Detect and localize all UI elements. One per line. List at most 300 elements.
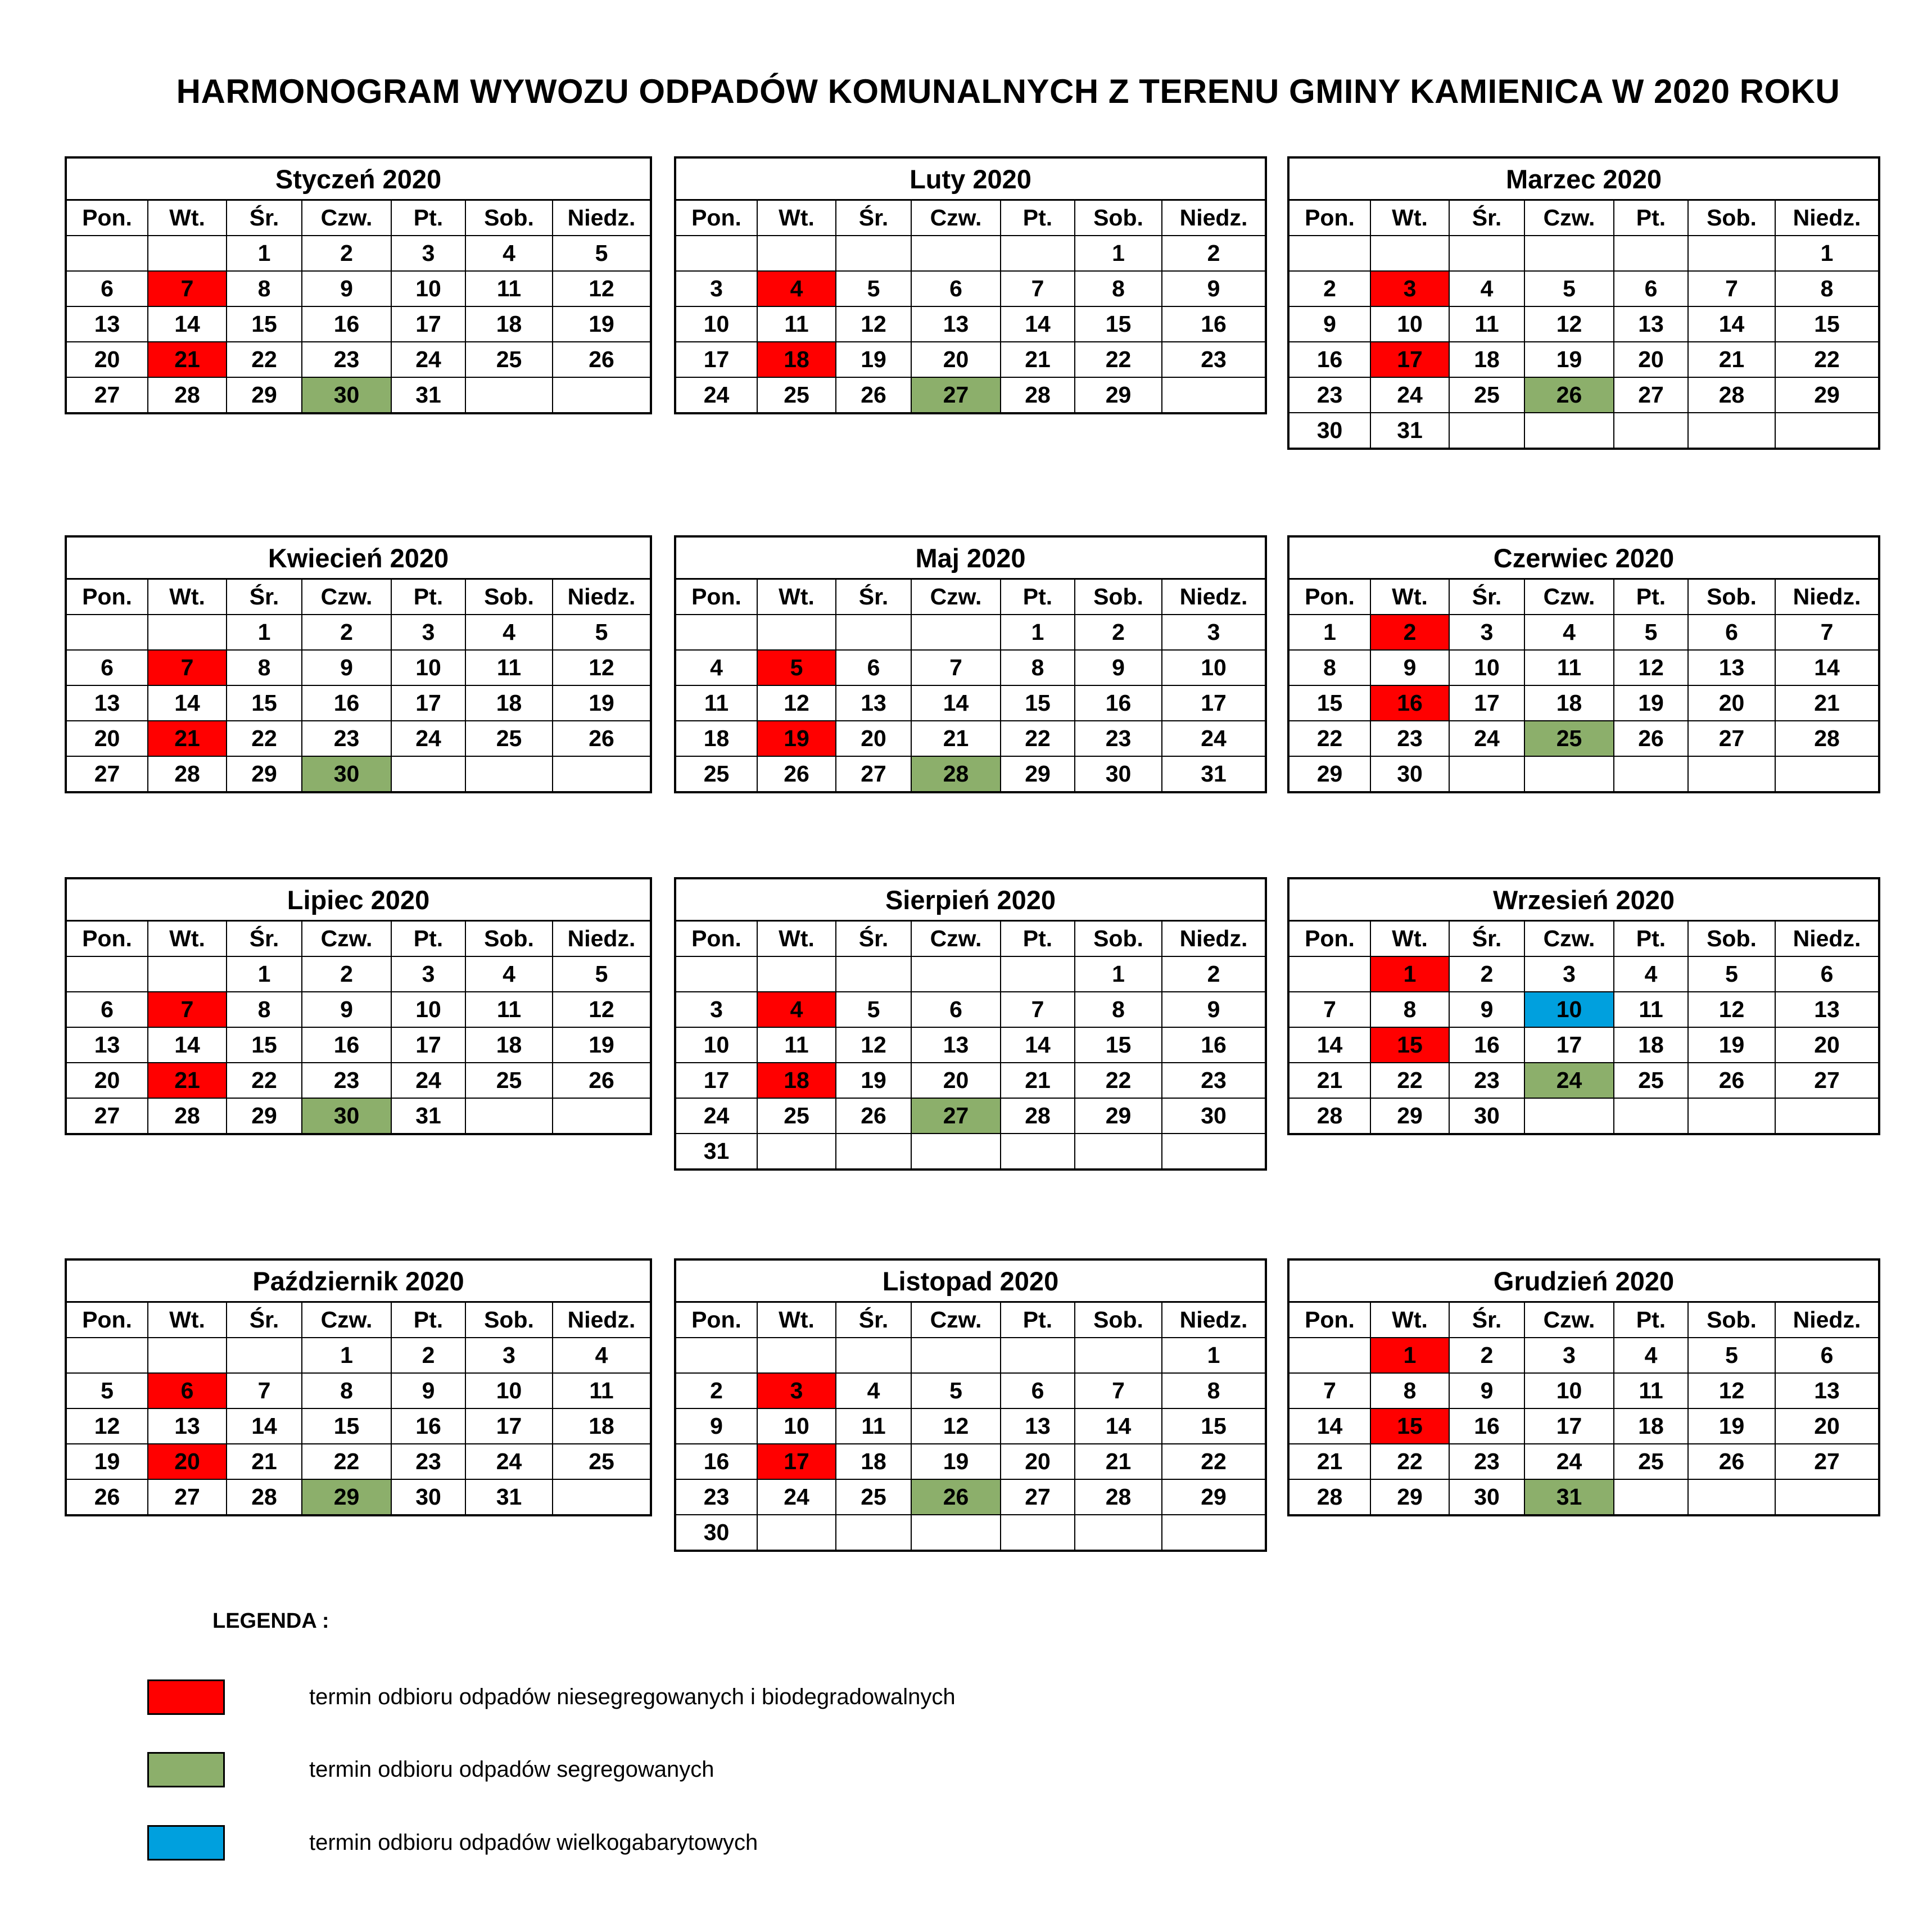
month-title: Listopad 2020	[675, 1259, 1266, 1302]
day-cell: 19	[1614, 685, 1688, 721]
day-cell	[465, 1098, 553, 1134]
weekday-header: Niedz.	[1162, 200, 1266, 236]
week-row	[1288, 1027, 1879, 1063]
day-cell: 3	[465, 1338, 553, 1373]
day-cell: 3	[1524, 956, 1614, 992]
day-cell: 16	[302, 1027, 391, 1063]
day-cell: 27	[66, 1098, 148, 1134]
week-row	[66, 1444, 651, 1479]
day-cell: 14	[1001, 1027, 1075, 1063]
day-cell: 10	[1449, 650, 1524, 685]
month-title: Lipiec 2020	[66, 878, 651, 921]
day-cell: 19	[757, 721, 836, 756]
month-title: Marzec 2020	[1288, 157, 1879, 200]
day-cell: 28	[911, 756, 1001, 792]
day-cell: 13	[1614, 306, 1688, 342]
day-cell: 14	[227, 1408, 302, 1444]
day-cell	[675, 1338, 757, 1373]
day-cell: 6	[148, 1373, 227, 1408]
day-cell: 28	[1288, 1098, 1370, 1134]
weekday-header: Śr.	[1449, 921, 1524, 957]
day-cell: 18	[675, 721, 757, 756]
week-row	[675, 342, 1266, 377]
day-cell	[911, 956, 1001, 992]
week-row	[66, 615, 651, 650]
day-cell: 24	[675, 1098, 757, 1134]
day-cell: 22	[1075, 1063, 1162, 1098]
weekday-header: Sob.	[465, 200, 553, 236]
week-row	[66, 756, 651, 792]
day-cell	[1688, 236, 1775, 271]
week-row	[675, 685, 1266, 721]
day-cell: 12	[757, 685, 836, 721]
day-cell: 23	[1370, 721, 1449, 756]
weekday-header: Sob.	[1075, 1302, 1162, 1338]
day-cell: 25	[1524, 721, 1614, 756]
week-row	[1288, 271, 1879, 306]
day-cell	[1288, 1338, 1370, 1373]
day-cell: 1	[1075, 236, 1162, 271]
day-cell: 1	[227, 236, 302, 271]
day-cell: 27	[148, 1479, 227, 1515]
day-cell: 11	[465, 271, 553, 306]
day-cell: 4	[675, 650, 757, 685]
day-cell: 5	[836, 992, 911, 1027]
day-cell: 1	[1162, 1338, 1266, 1373]
weekday-header: Śr.	[227, 921, 302, 957]
weekday-header: Pon.	[66, 1302, 148, 1338]
day-cell: 25	[675, 756, 757, 792]
day-cell: 1	[1370, 956, 1449, 992]
day-cell: 22	[1370, 1444, 1449, 1479]
day-cell: 12	[66, 1408, 148, 1444]
day-cell: 26	[836, 1098, 911, 1134]
day-cell: 11	[675, 685, 757, 721]
day-cell: 24	[391, 721, 465, 756]
day-cell	[757, 1134, 836, 1170]
week-row	[1288, 377, 1879, 413]
weekday-header: Śr.	[836, 200, 911, 236]
day-cell: 30	[302, 756, 391, 792]
weekday-header: Śr.	[227, 579, 302, 615]
day-cell: 12	[1524, 306, 1614, 342]
day-cell: 16	[391, 1408, 465, 1444]
day-cell: 17	[1524, 1408, 1614, 1444]
day-cell: 24	[465, 1444, 553, 1479]
day-cell: 18	[1614, 1408, 1688, 1444]
day-cell: 30	[391, 1479, 465, 1515]
month-calendar	[674, 535, 1267, 793]
day-cell	[1614, 413, 1688, 449]
day-cell: 4	[465, 615, 553, 650]
day-cell: 16	[1075, 685, 1162, 721]
day-cell: 22	[1001, 721, 1075, 756]
week-row	[675, 377, 1266, 413]
day-cell: 14	[148, 685, 227, 721]
day-cell: 2	[1288, 271, 1370, 306]
day-cell	[757, 236, 836, 271]
day-cell	[1688, 756, 1775, 792]
day-cell	[757, 1515, 836, 1551]
day-cell: 11	[553, 1373, 651, 1408]
week-row	[66, 1408, 651, 1444]
day-cell: 10	[391, 992, 465, 1027]
day-cell: 12	[553, 271, 651, 306]
day-cell: 13	[911, 1027, 1001, 1063]
day-cell: 10	[1524, 992, 1614, 1027]
week-row	[675, 236, 1266, 271]
day-cell	[1288, 236, 1370, 271]
day-cell: 6	[66, 271, 148, 306]
day-cell: 23	[302, 1063, 391, 1098]
weekday-header: Wt.	[1370, 921, 1449, 957]
day-cell: 27	[66, 756, 148, 792]
weekday-header: Wt.	[757, 1302, 836, 1338]
legend-swatch-green	[147, 1752, 225, 1787]
day-cell: 14	[911, 685, 1001, 721]
week-row	[675, 1444, 1266, 1479]
weekday-header: Sob.	[465, 579, 553, 615]
day-cell: 2	[302, 236, 391, 271]
day-cell: 2	[1075, 615, 1162, 650]
day-cell: 4	[465, 236, 553, 271]
month-title: Czerwiec 2020	[1288, 536, 1879, 579]
day-cell: 11	[465, 650, 553, 685]
day-cell	[148, 956, 227, 992]
day-cell	[757, 956, 836, 992]
day-cell: 11	[465, 992, 553, 1027]
weekday-header: Sob.	[465, 921, 553, 957]
weekday-header: Pt.	[1614, 921, 1688, 957]
weekday-header: Czw.	[911, 1302, 1001, 1338]
day-cell: 1	[1370, 1338, 1449, 1373]
day-cell: 31	[391, 1098, 465, 1134]
day-cell	[1614, 1479, 1688, 1515]
day-cell: 24	[1524, 1063, 1614, 1098]
week-row	[1288, 342, 1879, 377]
day-cell: 4	[1524, 615, 1614, 650]
day-cell: 22	[1162, 1444, 1266, 1479]
day-cell: 15	[302, 1408, 391, 1444]
legend-swatch-blue	[147, 1825, 225, 1861]
day-cell: 19	[911, 1444, 1001, 1479]
day-cell	[675, 615, 757, 650]
day-cell: 21	[1001, 342, 1075, 377]
day-cell: 19	[553, 685, 651, 721]
day-cell: 3	[1370, 271, 1449, 306]
week-row	[675, 956, 1266, 992]
day-cell: 17	[1162, 685, 1266, 721]
day-cell: 17	[757, 1444, 836, 1479]
day-cell: 17	[391, 306, 465, 342]
week-row	[675, 992, 1266, 1027]
day-cell: 6	[1001, 1373, 1075, 1408]
day-cell: 21	[1075, 1444, 1162, 1479]
day-cell	[836, 1515, 911, 1551]
day-cell: 28	[227, 1479, 302, 1515]
day-cell: 16	[302, 685, 391, 721]
day-cell: 13	[1001, 1408, 1075, 1444]
day-cell: 5	[1524, 271, 1614, 306]
day-cell: 12	[553, 992, 651, 1027]
day-cell	[66, 1338, 148, 1373]
weekday-header: Pon.	[66, 921, 148, 957]
day-cell: 15	[1370, 1027, 1449, 1063]
day-cell	[1449, 236, 1524, 271]
day-cell: 10	[675, 1027, 757, 1063]
week-row	[66, 650, 651, 685]
day-cell: 6	[1614, 271, 1688, 306]
day-cell	[836, 956, 911, 992]
day-cell: 17	[391, 1027, 465, 1063]
weekday-header: Pt.	[1001, 921, 1075, 957]
day-cell: 23	[1162, 1063, 1266, 1098]
weekday-header: Sob.	[1075, 921, 1162, 957]
day-cell	[1001, 1338, 1075, 1373]
month-calendar	[674, 1258, 1267, 1552]
day-cell: 9	[302, 650, 391, 685]
weekday-header: Sob.	[1075, 579, 1162, 615]
week-row	[1288, 721, 1879, 756]
weekday-header: Niedz.	[553, 921, 651, 957]
week-row	[1288, 685, 1879, 721]
day-cell: 25	[1449, 377, 1524, 413]
day-cell: 15	[227, 306, 302, 342]
day-cell: 10	[391, 650, 465, 685]
week-row	[675, 1479, 1266, 1515]
day-cell: 3	[391, 236, 465, 271]
day-cell: 28	[1001, 1098, 1075, 1134]
day-cell	[1614, 756, 1688, 792]
day-cell: 6	[911, 271, 1001, 306]
legend-text-green: termin odbioru odpadów segregowanych	[309, 1757, 714, 1782]
weekday-header: Śr.	[1449, 579, 1524, 615]
day-cell: 16	[1449, 1027, 1524, 1063]
month-title: Sierpień 2020	[675, 878, 1266, 921]
day-cell: 9	[1370, 650, 1449, 685]
weekday-header: Śr.	[1449, 1302, 1524, 1338]
day-cell: 12	[911, 1408, 1001, 1444]
day-cell: 13	[1775, 1373, 1879, 1408]
day-cell: 7	[1075, 1373, 1162, 1408]
day-cell: 28	[148, 377, 227, 413]
week-row	[675, 1338, 1266, 1373]
weekday-header: Wt.	[1370, 1302, 1449, 1338]
day-cell: 16	[1449, 1408, 1524, 1444]
day-cell: 11	[836, 1408, 911, 1444]
weekday-header: Sob.	[1688, 921, 1775, 957]
week-row	[1288, 650, 1879, 685]
week-row	[1288, 756, 1879, 792]
weekday-header: Czw.	[302, 200, 391, 236]
day-cell: 15	[1162, 1408, 1266, 1444]
day-cell: 30	[1288, 413, 1370, 449]
day-cell: 15	[1075, 1027, 1162, 1063]
day-cell: 21	[1688, 342, 1775, 377]
day-cell: 29	[1001, 756, 1075, 792]
day-cell: 21	[1001, 1063, 1075, 1098]
weekday-header: Sob.	[1688, 200, 1775, 236]
day-cell: 6	[836, 650, 911, 685]
day-cell: 5	[66, 1373, 148, 1408]
day-cell: 6	[1775, 1338, 1879, 1373]
day-cell: 13	[836, 685, 911, 721]
month-title: Październik 2020	[66, 1259, 651, 1302]
week-row	[1288, 1408, 1879, 1444]
day-cell: 17	[675, 342, 757, 377]
day-cell: 21	[911, 721, 1001, 756]
weekday-header: Czw.	[302, 579, 391, 615]
day-cell: 24	[1449, 721, 1524, 756]
day-cell: 14	[148, 1027, 227, 1063]
day-cell	[1775, 413, 1879, 449]
month-calendar	[1287, 877, 1880, 1135]
day-cell: 9	[391, 1373, 465, 1408]
weekday-header: Pon.	[675, 579, 757, 615]
day-cell: 2	[1449, 956, 1524, 992]
weekday-header: Pon.	[675, 1302, 757, 1338]
day-cell: 12	[1688, 1373, 1775, 1408]
month-title: Luty 2020	[675, 157, 1266, 200]
week-row	[66, 1027, 651, 1063]
day-cell: 21	[148, 1063, 227, 1098]
day-cell	[465, 756, 553, 792]
week-row	[66, 342, 651, 377]
day-cell: 28	[1775, 721, 1879, 756]
day-cell: 27	[1001, 1479, 1075, 1515]
day-cell: 16	[675, 1444, 757, 1479]
weekday-header: Pon.	[1288, 579, 1370, 615]
day-cell: 25	[836, 1479, 911, 1515]
day-cell: 10	[757, 1408, 836, 1444]
legend-swatch-red	[147, 1679, 225, 1715]
day-cell: 31	[1524, 1479, 1614, 1515]
day-cell: 8	[1162, 1373, 1266, 1408]
day-cell: 5	[1688, 1338, 1775, 1373]
day-cell: 6	[66, 992, 148, 1027]
day-cell: 22	[1775, 342, 1879, 377]
day-cell	[391, 756, 465, 792]
week-row	[675, 721, 1266, 756]
week-row	[675, 650, 1266, 685]
weekday-header: Czw.	[1524, 921, 1614, 957]
day-cell	[1524, 756, 1614, 792]
day-cell: 18	[757, 1063, 836, 1098]
weekday-header: Pon.	[66, 579, 148, 615]
day-cell	[1288, 956, 1370, 992]
day-cell: 6	[1775, 956, 1879, 992]
weekday-header: Pon.	[1288, 200, 1370, 236]
weekday-header: Niedz.	[1162, 921, 1266, 957]
day-cell: 9	[1288, 306, 1370, 342]
day-cell: 28	[148, 756, 227, 792]
day-cell	[148, 615, 227, 650]
day-cell: 26	[1524, 377, 1614, 413]
day-cell	[911, 236, 1001, 271]
day-cell: 11	[1614, 992, 1688, 1027]
day-cell: 26	[911, 1479, 1001, 1515]
day-cell: 15	[1288, 685, 1370, 721]
day-cell: 8	[227, 992, 302, 1027]
day-cell: 20	[1001, 1444, 1075, 1479]
day-cell: 7	[1688, 271, 1775, 306]
day-cell: 15	[1370, 1408, 1449, 1444]
day-cell: 24	[391, 342, 465, 377]
day-cell: 14	[1688, 306, 1775, 342]
day-cell: 19	[836, 1063, 911, 1098]
day-cell: 20	[1614, 342, 1688, 377]
day-cell: 24	[675, 377, 757, 413]
day-cell: 23	[1449, 1063, 1524, 1098]
day-cell	[1001, 236, 1075, 271]
day-cell: 23	[1075, 721, 1162, 756]
day-cell: 22	[1288, 721, 1370, 756]
day-cell: 23	[1288, 377, 1370, 413]
day-cell: 22	[227, 342, 302, 377]
day-cell: 3	[1524, 1338, 1614, 1373]
weekday-header: Niedz.	[553, 1302, 651, 1338]
day-cell: 8	[1775, 271, 1879, 306]
day-cell: 29	[227, 377, 302, 413]
week-row	[675, 1373, 1266, 1408]
day-cell: 26	[1688, 1063, 1775, 1098]
day-cell: 16	[1288, 342, 1370, 377]
day-cell	[1449, 413, 1524, 449]
day-cell: 1	[227, 956, 302, 992]
weekday-header: Niedz.	[1162, 579, 1266, 615]
weekday-header: Niedz.	[1775, 921, 1879, 957]
day-cell: 1	[302, 1338, 391, 1373]
day-cell: 1	[1775, 236, 1879, 271]
day-cell: 13	[1775, 992, 1879, 1027]
day-cell	[1075, 1338, 1162, 1373]
day-cell: 29	[227, 756, 302, 792]
day-cell: 14	[1775, 650, 1879, 685]
day-cell	[553, 377, 651, 413]
day-cell: 9	[1449, 992, 1524, 1027]
day-cell	[836, 236, 911, 271]
day-cell: 20	[1688, 685, 1775, 721]
weekday-header: Niedz.	[553, 200, 651, 236]
weekday-header: Czw.	[911, 200, 1001, 236]
day-cell: 19	[66, 1444, 148, 1479]
day-cell: 27	[1775, 1063, 1879, 1098]
day-cell: 7	[1775, 615, 1879, 650]
weekday-header: Śr.	[227, 200, 302, 236]
day-cell: 21	[148, 721, 227, 756]
day-cell: 21	[1775, 685, 1879, 721]
day-cell	[1370, 236, 1449, 271]
day-cell: 4	[553, 1338, 651, 1373]
day-cell: 31	[1162, 756, 1266, 792]
weekday-header: Pt.	[1001, 579, 1075, 615]
day-cell: 6	[66, 650, 148, 685]
day-cell	[148, 236, 227, 271]
month-calendar	[65, 877, 652, 1135]
day-cell: 25	[553, 1444, 651, 1479]
day-cell: 31	[675, 1134, 757, 1170]
day-cell: 3	[675, 271, 757, 306]
day-cell: 7	[1001, 992, 1075, 1027]
day-cell	[911, 1338, 1001, 1373]
day-cell	[836, 1338, 911, 1373]
day-cell: 18	[553, 1408, 651, 1444]
day-cell	[1775, 1479, 1879, 1515]
day-cell: 18	[1449, 342, 1524, 377]
day-cell: 25	[757, 377, 836, 413]
week-row	[675, 1063, 1266, 1098]
day-cell: 3	[675, 992, 757, 1027]
